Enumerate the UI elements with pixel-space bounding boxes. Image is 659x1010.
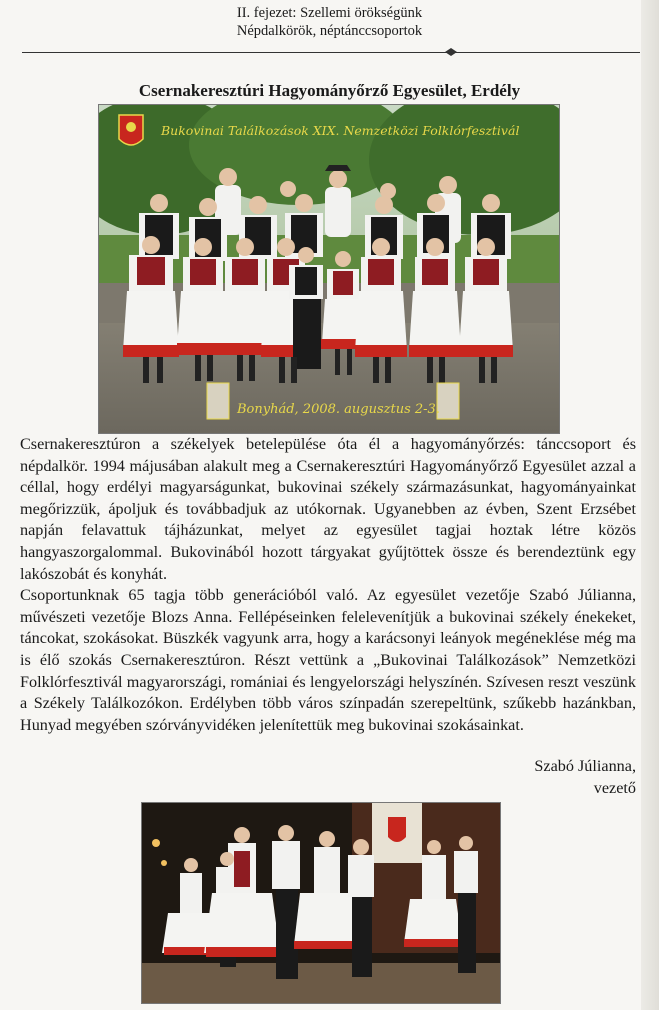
running-header	[0, 4, 659, 40]
section-title: Népdalkörök, néptánccsoportok	[236, 23, 423, 39]
crest-icon	[119, 115, 143, 145]
paragraph: Csoportunknak 65 tagja több generációból való. Az egyesület vezetője Szabó Júlianna, művészeti vezetője Blozs Anna. Fellépéseinken felelevenítjük a bukovinai székely énekeket, táncokat, szokásokat. Büszkék vagyunk arra, hogy a karácsonyi leányok megéneklése még ma is élő szokás Csernakeresztúron. Részt vettünk a „Bukovinai Találkozások” Nemzetközi Folklórfesztivál magyarországi, romániai és lengyelországi helyszínén. Szívesen reszt veszünk a Székely Találkozókon. Erdélyben több város színpadán szerepeltünk, szűkebb hazánkban, Hunyad megyében szórványvidéken jelenítettük meg bukovinai szokásainkat.	[20, 586, 636, 734]
portrait-right	[437, 383, 459, 419]
dance-photo	[141, 802, 501, 1004]
signature-block	[534, 756, 636, 799]
header-divider	[22, 52, 640, 53]
hat-icon	[325, 165, 351, 171]
page-edge	[641, 0, 659, 1010]
article-title: Csernakeresztúri Hagyományőrző Egyesület, Erdély	[138, 81, 521, 100]
portrait-left	[207, 383, 229, 419]
article-body	[20, 434, 636, 736]
signature-name: Szabó Júlianna,	[534, 757, 636, 775]
group-photo	[98, 104, 560, 434]
chapter-title: II. fejezet: Szellemi örökségünk	[236, 5, 423, 21]
paragraph: Csernakeresztúron a székelyek betelepülése óta él a hagyományőrzés: tánccsoport és népdalkör. 1994 májusában alakult meg a Csernakeresztúri Hagyományőrző Egyesület azzal a céllal, hogy erdélyi magyarságunkat, bukovinai székely származásunkat, hagyományainkat megőrizzük, ápoljuk és továbbadjuk az utókornak. Ugyanebben az évben, Szent Erzsébet napján felavattuk tájházunkat, melyet az egyesület tagjai hoztak létre közös hangyaszorgalommal. Bukovinából hozott tárgyakat gyűjtöttek össze és berendeztünk egy lakószobát és konyhát.	[20, 435, 636, 583]
signature-role: vezető	[593, 778, 636, 797]
photo-banner: Bukovinai Találkozások XIX. Nemzetközi Folklórfesztivál	[161, 123, 520, 138]
divider-ornament	[445, 47, 457, 57]
photo-date: Bonyhád, 2008. augusztus 2-3.	[237, 402, 440, 417]
